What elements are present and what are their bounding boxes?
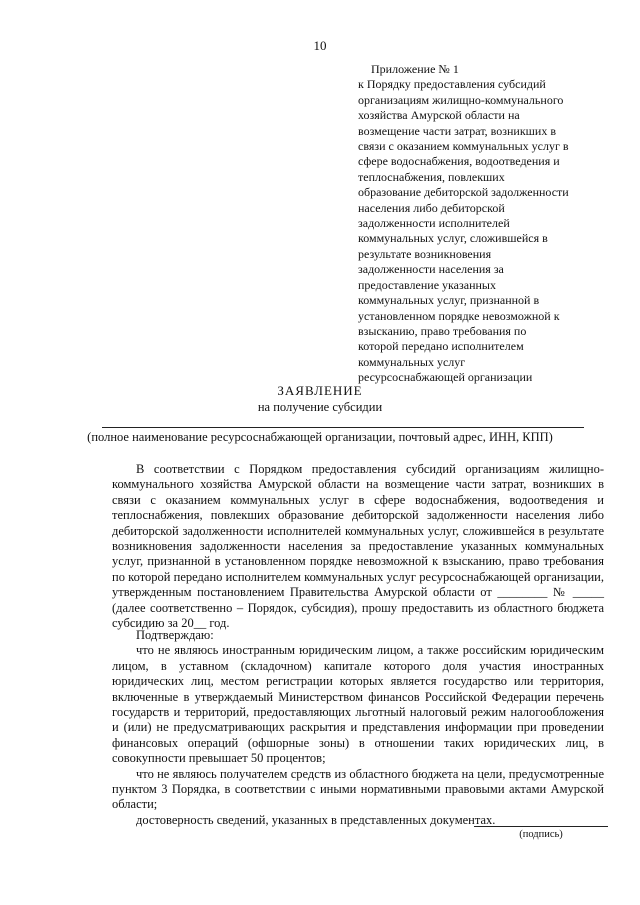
appendix-body: к Порядку предоставления субсидий организациям жилищно-коммунального хозяйства Амурской области на возмещение части затрат, возникших в связи с оказанием коммунальных услуг в сфере водоснабжения, водоотведения и теплоснабжения, повлекших образование дебиторской задолженности населения либо дебиторской задолженности исполнителей коммунальных услуг, сложившейся в результате возникновения задолженности населения за предоставление указанных коммунальных услуг, признанной в установленном порядке невозможной к взысканию, право требования по которой передано исполнителем коммунальных услуг ресурсоснабжающей организации bbox=[358, 77, 569, 385]
page-number: 10 bbox=[313, 38, 327, 53]
organization-caption: (полное наименование ресурсоснабжающей организации, почтовый адрес, ИНН, КПП) bbox=[87, 430, 553, 444]
main-paragraph: В соответствии с Порядком предоставления субсидий организациям жилищно-коммунального хозяйства Амурской области на возмещение части затрат, возникших в связи с оказанием коммунальных услуг в сфере водоснабжения, водоотведения и теплоснабжения, повлекших образование дебиторской задолженности населения либо дебиторской задолженности исполнителей коммунальных услуг, сложившейся в результате возникновения задолженности населения за предоставление указанных коммунальных услуг, признанной в установленном порядке невозможной к взысканию, право требования по которой передано исполнителем коммунальных услуг ресурсоснабжающей организации, утвержденным постановлением Правительства Амурской области от ________ № _____ (далее соответственно – Порядок, субсидия), прошу предоставить из областного бюджета субсидию за 20__ год. bbox=[112, 462, 604, 631]
confirmation-heading: Подтверждаю: bbox=[136, 628, 214, 642]
appendix-title: Приложение № 1 bbox=[371, 62, 459, 76]
confirmation-item: достоверность сведений, указанных в представленных документах. bbox=[136, 812, 496, 827]
main-paragraph-block bbox=[112, 462, 604, 631]
appendix-header bbox=[358, 62, 608, 386]
confirmation-item: что не являюсь иностранным юридическим лицом, а также российским юридическим лицом, в уставном (складочном) капитале которого доля участия иностранных юридических лиц, местом регистрации которых является государство или территория, включенные в утверждаемый Министерством финансов Российской Федерации перечень государств и территорий, предоставляющих льготный налоговый режим налогообложения и (или) не предусматривающих раскрытия и представления информации при проведении финансовых операций (офшорные зоны) в отношении таких юридических лиц, в совокупности превышает 50 процентов; bbox=[112, 643, 604, 766]
signature-caption: (подпись) bbox=[519, 829, 563, 840]
document-subtitle: на получение субсидии bbox=[257, 400, 383, 414]
organization-fill-line bbox=[102, 427, 584, 428]
signature-line bbox=[474, 826, 608, 827]
document-title: ЗАЯВЛЕНИЕ bbox=[277, 383, 363, 398]
confirmation-block bbox=[112, 628, 604, 828]
confirmation-item: что не являюсь получателем средств из областного бюджета на цели, предусмотренные пунктом 3 Порядка, в соответствии с иными нормативными правовыми актами Амурской области; bbox=[112, 766, 604, 812]
